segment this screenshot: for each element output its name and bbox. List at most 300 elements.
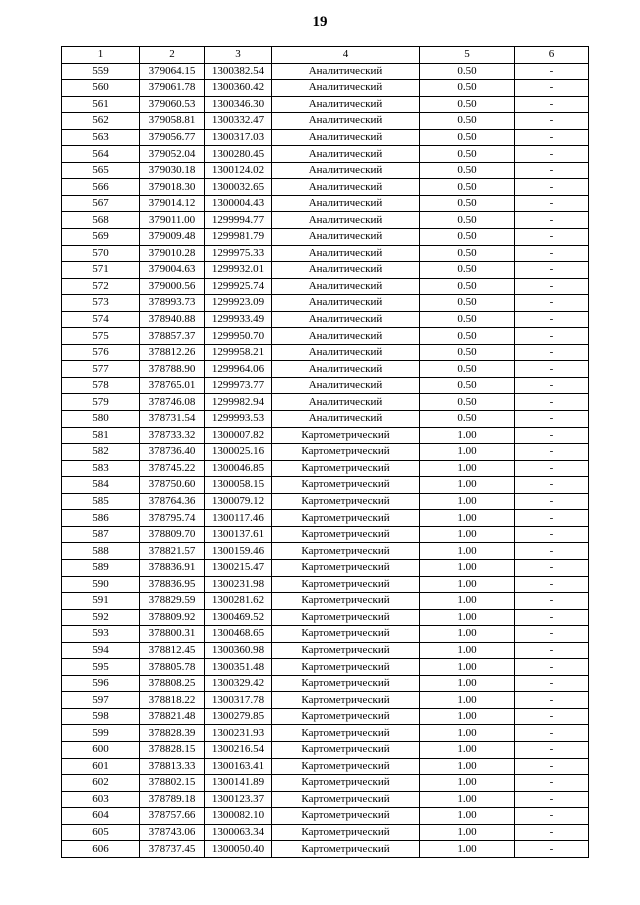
method-cell: Аналитический [272, 245, 420, 262]
x-coordinate-cell: 379000.56 [140, 278, 205, 295]
y-coordinate-cell: 1300063.34 [205, 824, 272, 841]
x-coordinate-cell: 378757.66 [140, 808, 205, 825]
x-coordinate-cell: 379009.48 [140, 229, 205, 246]
table-row [62, 245, 589, 262]
accuracy-cell: 0.50 [420, 113, 515, 130]
method-cell: Аналитический [272, 311, 420, 328]
accuracy-cell: 0.50 [420, 96, 515, 113]
coordinates-table [61, 46, 589, 858]
point-number-cell: 569 [62, 229, 140, 246]
point-number-cell: 590 [62, 576, 140, 593]
y-coordinate-cell: 1300360.98 [205, 642, 272, 659]
x-coordinate-cell: 378828.15 [140, 741, 205, 758]
method-cell: Картометрический [272, 791, 420, 808]
note-cell: - [515, 427, 589, 444]
table-row [62, 725, 589, 742]
method-cell: Аналитический [272, 411, 420, 428]
x-coordinate-cell: 378789.18 [140, 791, 205, 808]
method-cell: Картометрический [272, 626, 420, 643]
method-cell: Аналитический [272, 262, 420, 279]
note-cell: - [515, 295, 589, 312]
point-number-cell: 602 [62, 775, 140, 792]
x-coordinate-cell: 378745.22 [140, 460, 205, 477]
point-number-cell: 576 [62, 344, 140, 361]
table-row [62, 758, 589, 775]
method-cell: Картометрический [272, 659, 420, 676]
point-number-cell: 578 [62, 377, 140, 394]
x-coordinate-cell: 378813.33 [140, 758, 205, 775]
x-coordinate-cell: 378809.70 [140, 526, 205, 543]
table-row [62, 96, 589, 113]
accuracy-cell: 1.00 [420, 510, 515, 527]
x-coordinate-cell: 378736.40 [140, 444, 205, 461]
x-coordinate-cell: 378743.06 [140, 824, 205, 841]
table-row [62, 824, 589, 841]
method-cell: Аналитический [272, 162, 420, 179]
x-coordinate-cell: 378750.60 [140, 477, 205, 494]
note-cell: - [515, 626, 589, 643]
x-coordinate-cell: 379014.12 [140, 195, 205, 212]
note-cell: - [515, 758, 589, 775]
table-row [62, 741, 589, 758]
note-cell: - [515, 245, 589, 262]
accuracy-cell: 1.00 [420, 659, 515, 676]
table-row [62, 427, 589, 444]
method-cell: Картометрический [272, 741, 420, 758]
method-cell: Аналитический [272, 212, 420, 229]
accuracy-cell: 1.00 [420, 758, 515, 775]
y-coordinate-cell: 1300351.48 [205, 659, 272, 676]
accuracy-cell: 1.00 [420, 824, 515, 841]
y-coordinate-cell: 1300058.15 [205, 477, 272, 494]
x-coordinate-cell: 378746.08 [140, 394, 205, 411]
method-cell: Картометрический [272, 824, 420, 841]
accuracy-cell: 0.50 [420, 278, 515, 295]
note-cell: - [515, 195, 589, 212]
method-cell: Картометрический [272, 576, 420, 593]
point-number-cell: 587 [62, 526, 140, 543]
y-coordinate-cell: 1300082.10 [205, 808, 272, 825]
method-cell: Аналитический [272, 344, 420, 361]
point-number-cell: 584 [62, 477, 140, 494]
note-cell: - [515, 278, 589, 295]
x-coordinate-cell: 378821.57 [140, 543, 205, 560]
accuracy-cell: 1.00 [420, 444, 515, 461]
accuracy-cell: 0.50 [420, 245, 515, 262]
accuracy-cell: 0.50 [420, 212, 515, 229]
point-number-cell: 594 [62, 642, 140, 659]
accuracy-cell: 0.50 [420, 411, 515, 428]
y-coordinate-cell: 1300317.03 [205, 129, 272, 146]
accuracy-cell: 1.00 [420, 775, 515, 792]
note-cell: - [515, 808, 589, 825]
table-row [62, 344, 589, 361]
y-coordinate-cell: 1300025.16 [205, 444, 272, 461]
point-number-cell: 600 [62, 741, 140, 758]
table-row [62, 708, 589, 725]
note-cell: - [515, 477, 589, 494]
accuracy-cell: 0.50 [420, 311, 515, 328]
column-header-4: 4 [272, 47, 420, 64]
note-cell: - [515, 394, 589, 411]
y-coordinate-cell: 1300281.62 [205, 593, 272, 610]
x-coordinate-cell: 379011.00 [140, 212, 205, 229]
method-cell: Картометрический [272, 593, 420, 610]
column-header-6: 6 [515, 47, 589, 64]
x-coordinate-cell: 378993.73 [140, 295, 205, 312]
note-cell: - [515, 229, 589, 246]
table-row [62, 80, 589, 97]
x-coordinate-cell: 379064.15 [140, 63, 205, 80]
x-coordinate-cell: 378836.91 [140, 559, 205, 576]
y-coordinate-cell: 1300141.89 [205, 775, 272, 792]
y-coordinate-cell: 1300231.98 [205, 576, 272, 593]
x-coordinate-cell: 378731.54 [140, 411, 205, 428]
x-coordinate-cell: 379018.30 [140, 179, 205, 196]
table-row [62, 593, 589, 610]
point-number-cell: 570 [62, 245, 140, 262]
y-coordinate-cell: 1300280.45 [205, 146, 272, 163]
y-coordinate-cell: 1299932.01 [205, 262, 272, 279]
table-row [62, 791, 589, 808]
y-coordinate-cell: 1300046.85 [205, 460, 272, 477]
table-row [62, 675, 589, 692]
table-row [62, 394, 589, 411]
table-row [62, 510, 589, 527]
note-cell: - [515, 675, 589, 692]
accuracy-cell: 1.00 [420, 593, 515, 610]
accuracy-cell: 1.00 [420, 427, 515, 444]
page-number: 19 [312, 14, 328, 30]
table-row [62, 377, 589, 394]
x-coordinate-cell: 378809.92 [140, 609, 205, 626]
y-coordinate-cell: 1300468.65 [205, 626, 272, 643]
method-cell: Картометрический [272, 675, 420, 692]
y-coordinate-cell: 1299933.49 [205, 311, 272, 328]
method-cell: Картометрический [272, 841, 420, 858]
x-coordinate-cell: 378857.37 [140, 328, 205, 345]
method-cell: Картометрический [272, 692, 420, 709]
table-row [62, 692, 589, 709]
note-cell: - [515, 708, 589, 725]
table-row [62, 460, 589, 477]
table-row [62, 63, 589, 80]
accuracy-cell: 0.50 [420, 146, 515, 163]
accuracy-cell: 1.00 [420, 559, 515, 576]
note-cell: - [515, 659, 589, 676]
table-row [62, 295, 589, 312]
method-cell: Аналитический [272, 80, 420, 97]
x-coordinate-cell: 378829.59 [140, 593, 205, 610]
method-cell: Аналитический [272, 63, 420, 80]
note-cell: - [515, 444, 589, 461]
note-cell: - [515, 162, 589, 179]
x-coordinate-cell: 378808.25 [140, 675, 205, 692]
table-row [62, 129, 589, 146]
note-cell: - [515, 543, 589, 560]
note-cell: - [515, 559, 589, 576]
accuracy-cell: 1.00 [420, 741, 515, 758]
y-coordinate-cell: 1300159.46 [205, 543, 272, 560]
accuracy-cell: 0.50 [420, 179, 515, 196]
point-number-cell: 562 [62, 113, 140, 130]
table-row [62, 477, 589, 494]
accuracy-cell: 1.00 [420, 526, 515, 543]
point-number-cell: 592 [62, 609, 140, 626]
accuracy-cell: 0.50 [420, 394, 515, 411]
point-number-cell: 561 [62, 96, 140, 113]
note-cell: - [515, 526, 589, 543]
table-row [62, 444, 589, 461]
y-coordinate-cell: 1300215.47 [205, 559, 272, 576]
table-row [62, 229, 589, 246]
x-coordinate-cell: 379010.28 [140, 245, 205, 262]
point-number-cell: 579 [62, 394, 140, 411]
table-header [62, 47, 589, 64]
accuracy-cell: 1.00 [420, 609, 515, 626]
note-cell: - [515, 510, 589, 527]
point-number-cell: 596 [62, 675, 140, 692]
accuracy-cell: 0.50 [420, 262, 515, 279]
y-coordinate-cell: 1299994.77 [205, 212, 272, 229]
table-row [62, 361, 589, 378]
table-row [62, 179, 589, 196]
method-cell: Аналитический [272, 179, 420, 196]
method-cell: Картометрический [272, 775, 420, 792]
table-row [62, 162, 589, 179]
accuracy-cell: 1.00 [420, 808, 515, 825]
y-coordinate-cell: 1299925.74 [205, 278, 272, 295]
table-row [62, 808, 589, 825]
method-cell: Картометрический [272, 444, 420, 461]
table-row [62, 609, 589, 626]
y-coordinate-cell: 1300032.65 [205, 179, 272, 196]
note-cell: - [515, 146, 589, 163]
x-coordinate-cell: 378836.95 [140, 576, 205, 593]
method-cell: Аналитический [272, 113, 420, 130]
table-row [62, 262, 589, 279]
table-row [62, 411, 589, 428]
column-header-1: 1 [62, 47, 140, 64]
table-row [62, 328, 589, 345]
accuracy-cell: 1.00 [420, 493, 515, 510]
accuracy-cell: 0.50 [420, 195, 515, 212]
method-cell: Картометрический [272, 708, 420, 725]
x-coordinate-cell: 378733.32 [140, 427, 205, 444]
accuracy-cell: 1.00 [420, 791, 515, 808]
point-number-cell: 566 [62, 179, 140, 196]
y-coordinate-cell: 1300050.40 [205, 841, 272, 858]
method-cell: Картометрический [272, 559, 420, 576]
accuracy-cell: 1.00 [420, 841, 515, 858]
note-cell: - [515, 113, 589, 130]
method-cell: Картометрический [272, 543, 420, 560]
method-cell: Картометрический [272, 493, 420, 510]
method-cell: Аналитический [272, 195, 420, 212]
point-number-cell: 597 [62, 692, 140, 709]
method-cell: Аналитический [272, 278, 420, 295]
y-coordinate-cell: 1300329.42 [205, 675, 272, 692]
note-cell: - [515, 642, 589, 659]
table-row [62, 311, 589, 328]
method-cell: Аналитический [272, 295, 420, 312]
y-coordinate-cell: 1300124.02 [205, 162, 272, 179]
note-cell: - [515, 841, 589, 858]
point-number-cell: 589 [62, 559, 140, 576]
x-coordinate-cell: 379052.04 [140, 146, 205, 163]
table-row [62, 841, 589, 858]
accuracy-cell: 0.50 [420, 377, 515, 394]
table-row [62, 659, 589, 676]
note-cell: - [515, 63, 589, 80]
point-number-cell: 560 [62, 80, 140, 97]
accuracy-cell: 0.50 [420, 162, 515, 179]
point-number-cell: 583 [62, 460, 140, 477]
x-coordinate-cell: 379056.77 [140, 129, 205, 146]
x-coordinate-cell: 378795.74 [140, 510, 205, 527]
point-number-cell: 563 [62, 129, 140, 146]
point-number-cell: 595 [62, 659, 140, 676]
table-row [62, 212, 589, 229]
x-coordinate-cell: 378805.78 [140, 659, 205, 676]
point-number-cell: 574 [62, 311, 140, 328]
y-coordinate-cell: 1300317.78 [205, 692, 272, 709]
point-number-cell: 585 [62, 493, 140, 510]
accuracy-cell: 0.50 [420, 129, 515, 146]
point-number-cell: 599 [62, 725, 140, 742]
y-coordinate-cell: 1300346.30 [205, 96, 272, 113]
y-coordinate-cell: 1300231.93 [205, 725, 272, 742]
method-cell: Аналитический [272, 96, 420, 113]
note-cell: - [515, 741, 589, 758]
header-row [62, 47, 589, 64]
y-coordinate-cell: 1300007.82 [205, 427, 272, 444]
point-number-cell: 588 [62, 543, 140, 560]
x-coordinate-cell: 378764.36 [140, 493, 205, 510]
x-coordinate-cell: 378828.39 [140, 725, 205, 742]
point-number-cell: 568 [62, 212, 140, 229]
table-row [62, 626, 589, 643]
table-row [62, 195, 589, 212]
accuracy-cell: 0.50 [420, 344, 515, 361]
point-number-cell: 586 [62, 510, 140, 527]
method-cell: Картометрический [272, 477, 420, 494]
method-cell: Аналитический [272, 146, 420, 163]
x-coordinate-cell: 379004.63 [140, 262, 205, 279]
method-cell: Картометрический [272, 510, 420, 527]
accuracy-cell: 1.00 [420, 725, 515, 742]
accuracy-cell: 0.50 [420, 80, 515, 97]
table-row [62, 526, 589, 543]
note-cell: - [515, 328, 589, 345]
note-cell: - [515, 493, 589, 510]
accuracy-cell: 1.00 [420, 642, 515, 659]
point-number-cell: 559 [62, 63, 140, 80]
note-cell: - [515, 96, 589, 113]
y-coordinate-cell: 1300163.41 [205, 758, 272, 775]
y-coordinate-cell: 1300332.47 [205, 113, 272, 130]
x-coordinate-cell: 378802.15 [140, 775, 205, 792]
note-cell: - [515, 609, 589, 626]
y-coordinate-cell: 1300216.54 [205, 741, 272, 758]
method-cell: Аналитический [272, 229, 420, 246]
y-coordinate-cell: 1299950.70 [205, 328, 272, 345]
point-number-cell: 580 [62, 411, 140, 428]
note-cell: - [515, 262, 589, 279]
point-number-cell: 593 [62, 626, 140, 643]
note-cell: - [515, 824, 589, 841]
point-number-cell: 565 [62, 162, 140, 179]
x-coordinate-cell: 378821.48 [140, 708, 205, 725]
note-cell: - [515, 692, 589, 709]
accuracy-cell: 1.00 [420, 576, 515, 593]
point-number-cell: 605 [62, 824, 140, 841]
y-coordinate-cell: 1299975.33 [205, 245, 272, 262]
table-row [62, 146, 589, 163]
method-cell: Аналитический [272, 328, 420, 345]
x-coordinate-cell: 378812.26 [140, 344, 205, 361]
point-number-cell: 581 [62, 427, 140, 444]
point-number-cell: 582 [62, 444, 140, 461]
note-cell: - [515, 576, 589, 593]
table-row [62, 278, 589, 295]
y-coordinate-cell: 1300382.54 [205, 63, 272, 80]
x-coordinate-cell: 378940.88 [140, 311, 205, 328]
method-cell: Картометрический [272, 609, 420, 626]
note-cell: - [515, 377, 589, 394]
point-number-cell: 606 [62, 841, 140, 858]
point-number-cell: 573 [62, 295, 140, 312]
x-coordinate-cell: 378737.45 [140, 841, 205, 858]
accuracy-cell: 1.00 [420, 675, 515, 692]
x-coordinate-cell: 379030.18 [140, 162, 205, 179]
point-number-cell: 604 [62, 808, 140, 825]
y-coordinate-cell: 1299964.06 [205, 361, 272, 378]
accuracy-cell: 1.00 [420, 692, 515, 709]
y-coordinate-cell: 1299982.94 [205, 394, 272, 411]
method-cell: Картометрический [272, 642, 420, 659]
x-coordinate-cell: 379060.53 [140, 96, 205, 113]
note-cell: - [515, 129, 589, 146]
note-cell: - [515, 80, 589, 97]
column-header-2: 2 [140, 47, 205, 64]
x-coordinate-cell: 378818.22 [140, 692, 205, 709]
accuracy-cell: 1.00 [420, 543, 515, 560]
point-number-cell: 598 [62, 708, 140, 725]
table-row [62, 113, 589, 130]
x-coordinate-cell: 378812.45 [140, 642, 205, 659]
note-cell: - [515, 460, 589, 477]
table-row [62, 642, 589, 659]
y-coordinate-cell: 1299981.79 [205, 229, 272, 246]
accuracy-cell: 1.00 [420, 708, 515, 725]
method-cell: Аналитический [272, 394, 420, 411]
point-number-cell: 591 [62, 593, 140, 610]
y-coordinate-cell: 1300360.42 [205, 80, 272, 97]
note-cell: - [515, 311, 589, 328]
table-row [62, 576, 589, 593]
table-body [62, 63, 589, 857]
note-cell: - [515, 411, 589, 428]
accuracy-cell: 1.00 [420, 460, 515, 477]
point-number-cell: 571 [62, 262, 140, 279]
accuracy-cell: 0.50 [420, 361, 515, 378]
accuracy-cell: 0.50 [420, 63, 515, 80]
point-number-cell: 564 [62, 146, 140, 163]
column-header-5: 5 [420, 47, 515, 64]
method-cell: Аналитический [272, 129, 420, 146]
method-cell: Аналитический [272, 377, 420, 394]
